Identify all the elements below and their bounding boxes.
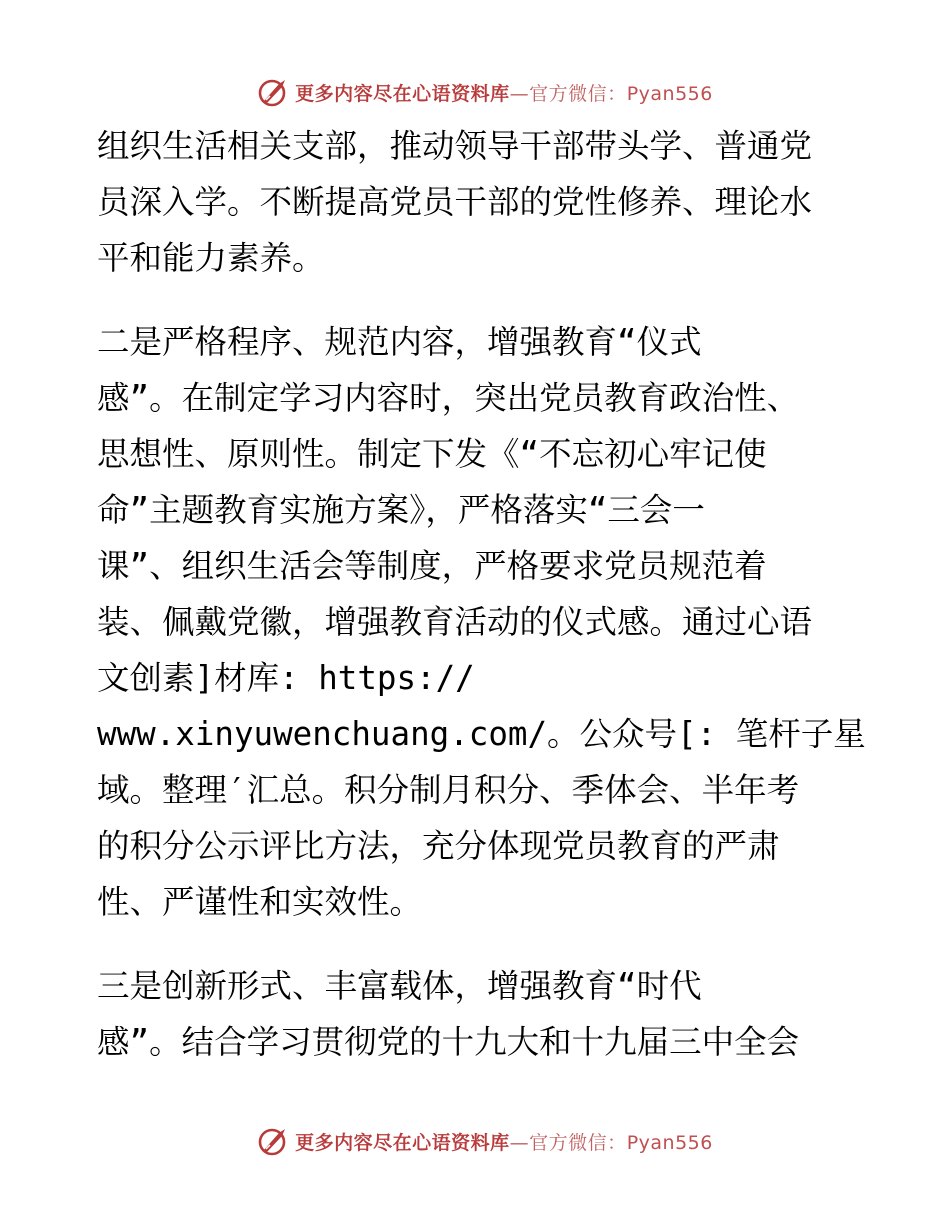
watermark-title: 更多内容尽在心语资料库 <box>295 1131 510 1154</box>
text-line: 装、佩戴党徽，增强教育活动的仪式感。通过心语 <box>97 603 813 641</box>
quill-pen-logo-icon <box>257 76 289 108</box>
paragraph-2 <box>97 314 866 930</box>
text-line: 三是创新形式、丰富载体，增强教育“时代 <box>97 967 702 1005</box>
text-line: 感”。在制定学习内容时，突出党员教育政治性、 <box>97 379 800 417</box>
footer-watermark <box>0 1121 950 1161</box>
text-line: 域。整理′汇总。积分制月积分、季体会、半年考 <box>97 771 800 809</box>
watermark-title: 更多内容尽在心语资料库 <box>295 82 510 105</box>
text-line: 思想性、原则性。制定下发《“不忘初心牢记使 <box>97 435 767 473</box>
text-line: 组织生活相关支部，推动领导干部带头学、普通党 <box>97 127 813 165</box>
text-line: 命”主题教育实施方案》，严格落实“三会一 <box>97 491 705 529</box>
header-watermark <box>0 72 950 112</box>
watermark-text-group <box>295 79 713 106</box>
text-line: 性、严谨性和实效性。 <box>97 883 423 921</box>
text-line: www.xinyuwenchuang.com/。公众号[: 笔杆子星 <box>97 715 866 753</box>
watermark-label: 官方微信： <box>529 82 627 105</box>
watermark-wechat-id: Pyan556 <box>626 1131 713 1154</box>
text-line: 文创素]材库: https:// <box>97 659 475 697</box>
quill-pen-logo-icon <box>257 1125 289 1157</box>
paragraph-spacer <box>97 286 857 314</box>
text-line: 的积分公示评比方法，充分体现党员教育的严肃 <box>97 827 780 865</box>
text-line: 平和能力素养。 <box>97 239 325 277</box>
paragraph-spacer <box>97 930 857 958</box>
text-line: 员深入学。不断提高党员干部的党性修养、理论水 <box>97 183 813 221</box>
text-line: 二是严格程序、规范内容，增强教育“仪式 <box>97 323 702 361</box>
text-line: 感”。结合学习贯彻党的十九大和十九届三中全会 <box>97 1023 800 1061</box>
watermark-group <box>257 1125 713 1157</box>
document-body <box>97 118 866 1070</box>
watermark-group <box>257 76 713 108</box>
watermark-separator: — <box>509 1131 530 1154</box>
watermark-wechat-id: Pyan556 <box>626 82 713 105</box>
text-line: 课”、组织生活会等制度，严格要求党员规范着 <box>97 547 767 585</box>
watermark-text-group <box>295 1128 713 1155</box>
paragraph-1 <box>97 118 857 286</box>
paragraph-3 <box>97 958 857 1070</box>
watermark-separator: — <box>509 82 530 105</box>
watermark-label: 官方微信： <box>529 1131 627 1154</box>
